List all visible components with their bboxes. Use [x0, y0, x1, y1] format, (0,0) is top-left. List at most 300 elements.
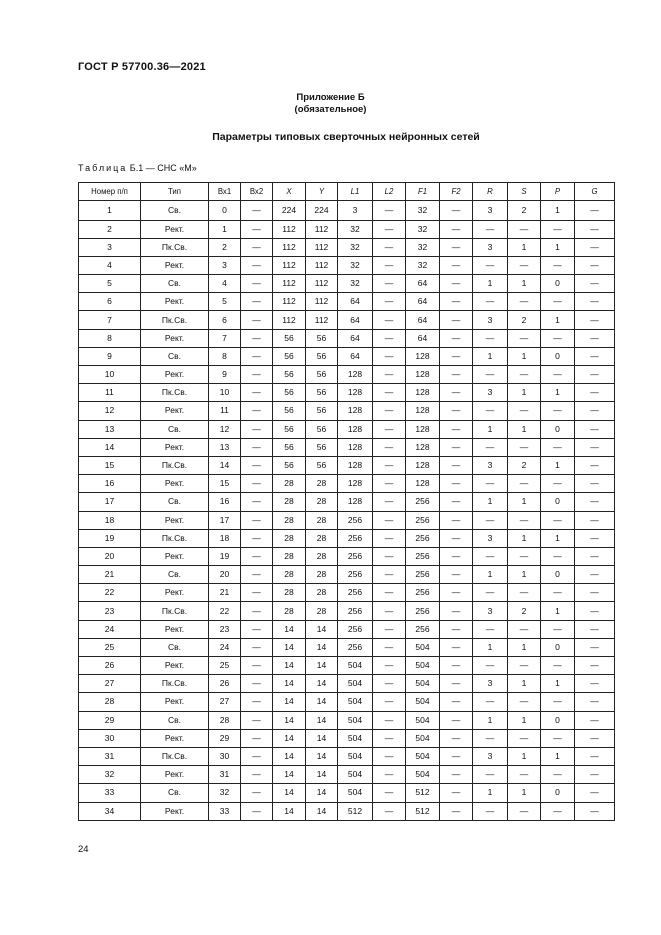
table-cell: 56: [306, 420, 338, 438]
table-cell: 1: [541, 456, 575, 474]
table-cell: —: [508, 620, 541, 638]
table-cell: —: [373, 420, 406, 438]
column-header: R: [473, 183, 508, 201]
page-number: 24: [78, 844, 89, 855]
table-cell: —: [508, 584, 541, 602]
table-cell: —: [373, 220, 406, 238]
table-cell: 256: [338, 547, 373, 565]
table-row: [79, 711, 615, 729]
table-cell: Св.: [141, 711, 209, 729]
table-cell: —: [575, 729, 615, 747]
table-cell: —: [440, 711, 473, 729]
table-cell: Пк.Св.: [141, 675, 209, 693]
table-cell: 0: [541, 275, 575, 293]
table-cell: —: [373, 547, 406, 565]
table-cell: 16: [79, 475, 141, 493]
table-cell: 18: [79, 511, 141, 529]
table-cell: —: [241, 456, 273, 474]
table-cell: Св.: [141, 566, 209, 584]
table-cell: —: [473, 547, 508, 565]
table-row: [79, 802, 615, 820]
table-cell: —: [241, 638, 273, 656]
table-cell: 112: [306, 293, 338, 311]
table-cell: Рект.: [141, 620, 209, 638]
table-cell: 12: [209, 420, 241, 438]
table-cell: —: [473, 729, 508, 747]
table-header-row: [79, 183, 615, 201]
table-cell: —: [473, 766, 508, 784]
table-cell: 56: [306, 456, 338, 474]
table-cell: 128: [338, 456, 373, 474]
table-cell: —: [541, 729, 575, 747]
table-cell: 14: [306, 747, 338, 765]
table-cell: —: [440, 784, 473, 802]
table-cell: —: [541, 220, 575, 238]
table-cell: 128: [406, 456, 440, 474]
table-cell: —: [241, 566, 273, 584]
table-cell: 32: [338, 220, 373, 238]
table-cell: —: [541, 693, 575, 711]
table-cell: 504: [338, 657, 373, 675]
table-cell: —: [473, 220, 508, 238]
table-cell: Св.: [141, 420, 209, 438]
table-cell: —: [373, 620, 406, 638]
table-cell: 14: [79, 438, 141, 456]
table-cell: 30: [79, 729, 141, 747]
table-cell: —: [241, 238, 273, 256]
table-cell: —: [241, 584, 273, 602]
table-cell: —: [440, 638, 473, 656]
table-cell: 28: [273, 584, 306, 602]
table-cell: 21: [209, 584, 241, 602]
table-cell: —: [508, 766, 541, 784]
table-cell: 512: [406, 802, 440, 820]
table-cell: 14: [273, 784, 306, 802]
table-cell: —: [575, 420, 615, 438]
table-cell: —: [575, 657, 615, 675]
table-cell: —: [473, 329, 508, 347]
table-cell: —: [473, 511, 508, 529]
table-cell: 56: [306, 366, 338, 384]
table-cell: Рект.: [141, 547, 209, 565]
table-cell: 28: [306, 493, 338, 511]
table-cell: —: [541, 511, 575, 529]
table-cell: 56: [273, 456, 306, 474]
table-cell: 1: [541, 311, 575, 329]
table-cell: —: [575, 547, 615, 565]
table-cell: 0: [209, 201, 241, 221]
table-cell: 3: [473, 238, 508, 256]
table-cell: 27: [209, 693, 241, 711]
table-cell: 6: [79, 293, 141, 311]
table-cell: —: [508, 802, 541, 820]
table-cell: 14: [273, 620, 306, 638]
table-cell: 8: [209, 347, 241, 365]
table-cell: 504: [338, 784, 373, 802]
table-row: [79, 220, 615, 238]
table-row: [79, 329, 615, 347]
table-cell: —: [473, 256, 508, 274]
table-cell: 28: [209, 711, 241, 729]
table-cell: 112: [306, 311, 338, 329]
table-cell: —: [473, 366, 508, 384]
table-cell: —: [575, 511, 615, 529]
table-cell: —: [241, 511, 273, 529]
table-cell: 504: [406, 693, 440, 711]
table-row: [79, 275, 615, 293]
table-cell: 14: [306, 766, 338, 784]
table-cell: 14: [209, 456, 241, 474]
appendix-title: Приложение Б: [296, 92, 365, 103]
table-cell: 14: [306, 675, 338, 693]
table-cell: —: [541, 402, 575, 420]
table-cell: 32: [406, 220, 440, 238]
table-cell: 112: [306, 256, 338, 274]
table-cell: —: [241, 384, 273, 402]
table-cell: —: [575, 566, 615, 584]
table-cell: Пк.Св.: [141, 529, 209, 547]
table-cell: —: [575, 347, 615, 365]
table-cell: —: [575, 493, 615, 511]
table-cell: 9: [79, 347, 141, 365]
table-cell: 2: [508, 201, 541, 221]
table-cell: 3: [473, 456, 508, 474]
table-cell: 128: [406, 384, 440, 402]
table-row: [79, 402, 615, 420]
table-cell: 1: [508, 420, 541, 438]
table-cell: 112: [273, 293, 306, 311]
table-cell: —: [575, 693, 615, 711]
table-cell: Св.: [141, 275, 209, 293]
table-cell: —: [508, 511, 541, 529]
table-cell: 28: [273, 529, 306, 547]
table-cell: —: [473, 402, 508, 420]
table-cell: Св.: [141, 347, 209, 365]
table-cell: Пк.Св.: [141, 602, 209, 620]
table-cell: 1: [541, 602, 575, 620]
table-row: [79, 201, 615, 221]
table-cell: —: [241, 220, 273, 238]
table-cell: 256: [338, 602, 373, 620]
table-cell: 13: [209, 438, 241, 456]
table-cell: —: [241, 729, 273, 747]
table-cell: —: [508, 220, 541, 238]
table-cell: 3: [473, 675, 508, 693]
table-cell: —: [541, 657, 575, 675]
table-row: [79, 638, 615, 656]
table-cell: 32: [338, 238, 373, 256]
table-cell: —: [440, 275, 473, 293]
table-cell: —: [575, 256, 615, 274]
table-cell: 24: [209, 638, 241, 656]
table-cell: —: [373, 366, 406, 384]
table-cell: Св.: [141, 638, 209, 656]
table-cell: —: [241, 347, 273, 365]
table-cell: 14: [273, 747, 306, 765]
table-cell: —: [440, 675, 473, 693]
table-cell: —: [473, 293, 508, 311]
table-row: [79, 366, 615, 384]
table-cell: —: [575, 275, 615, 293]
table-cell: —: [440, 220, 473, 238]
table-cell: —: [241, 329, 273, 347]
table-cell: 0: [541, 347, 575, 365]
table-cell: Пк.Св.: [141, 311, 209, 329]
table-cell: 2: [508, 456, 541, 474]
table-cell: 28: [306, 566, 338, 584]
table-cell: 56: [273, 366, 306, 384]
table-cell: 256: [338, 529, 373, 547]
table-cell: —: [241, 402, 273, 420]
table-cell: —: [373, 657, 406, 675]
table-cell: —: [575, 238, 615, 256]
table-row: [79, 584, 615, 602]
table-cell: 56: [273, 402, 306, 420]
table-cell: 56: [273, 420, 306, 438]
table-cell: Рект.: [141, 220, 209, 238]
table-cell: —: [575, 293, 615, 311]
table-cell: 22: [79, 584, 141, 602]
table-cell: Пк.Св.: [141, 238, 209, 256]
table-cell: —: [440, 420, 473, 438]
table-cell: 256: [406, 620, 440, 638]
table-cell: 64: [338, 329, 373, 347]
table-cell: —: [541, 584, 575, 602]
table-cell: 112: [273, 311, 306, 329]
table-cell: —: [241, 438, 273, 456]
table-cell: Рект.: [141, 584, 209, 602]
table-cell: —: [373, 275, 406, 293]
table-cell: —: [373, 566, 406, 584]
table-cell: 1: [473, 784, 508, 802]
table-cell: 28: [273, 547, 306, 565]
table-cell: 112: [306, 220, 338, 238]
table-cell: 64: [406, 293, 440, 311]
table-cell: Св.: [141, 201, 209, 221]
table-cell: 512: [406, 784, 440, 802]
table-cell: —: [440, 802, 473, 820]
table-cell: 29: [79, 711, 141, 729]
table-cell: —: [541, 293, 575, 311]
document-code: ГОСТ Р 57700.36—2021: [78, 61, 206, 73]
table-cell: —: [440, 347, 473, 365]
table-cell: 1: [508, 747, 541, 765]
table-cell: —: [541, 438, 575, 456]
table-cell: —: [440, 311, 473, 329]
table-cell: 21: [79, 566, 141, 584]
table-cell: —: [373, 747, 406, 765]
table-cell: 19: [209, 547, 241, 565]
table-cell: 128: [338, 384, 373, 402]
column-header: S: [508, 183, 541, 201]
table-cell: 504: [338, 675, 373, 693]
table-cell: 256: [406, 602, 440, 620]
table-cell: 2: [209, 238, 241, 256]
table-row: [79, 675, 615, 693]
table-cell: 64: [338, 311, 373, 329]
table-cell: 14: [273, 657, 306, 675]
table-cell: —: [373, 693, 406, 711]
table-cell: —: [508, 293, 541, 311]
parameters-table: [78, 182, 615, 821]
table-cell: —: [241, 275, 273, 293]
table-cell: —: [440, 238, 473, 256]
table-cell: —: [575, 784, 615, 802]
table-cell: —: [241, 293, 273, 311]
table-cell: 0: [541, 711, 575, 729]
table-cell: 1: [473, 420, 508, 438]
table-cell: —: [241, 784, 273, 802]
table-cell: 14: [273, 729, 306, 747]
table-cell: 2: [508, 602, 541, 620]
table-cell: 28: [306, 529, 338, 547]
table-cell: 256: [338, 584, 373, 602]
table-cell: Рект.: [141, 329, 209, 347]
table-cell: 1: [473, 275, 508, 293]
table-cell: 32: [406, 256, 440, 274]
table-cell: 504: [406, 766, 440, 784]
table-cell: —: [373, 729, 406, 747]
table-row: [79, 293, 615, 311]
table-cell: —: [373, 475, 406, 493]
table-cell: —: [440, 657, 473, 675]
table-cell: —: [440, 384, 473, 402]
table-cell: 256: [406, 493, 440, 511]
table-cell: —: [541, 366, 575, 384]
table-cell: 128: [338, 420, 373, 438]
table-row: [79, 747, 615, 765]
table-cell: 0: [541, 493, 575, 511]
table-cell: —: [508, 256, 541, 274]
table-cell: —: [440, 475, 473, 493]
table-cell: 504: [338, 766, 373, 784]
table-cell: 1: [508, 784, 541, 802]
table-cell: 128: [406, 402, 440, 420]
table-cell: —: [440, 402, 473, 420]
table-cell: 2: [79, 220, 141, 238]
table-cell: 128: [338, 366, 373, 384]
table-cell: 14: [273, 711, 306, 729]
table-cell: 112: [273, 220, 306, 238]
column-header: F1: [406, 183, 440, 201]
table-cell: 23: [79, 602, 141, 620]
table-cell: —: [541, 766, 575, 784]
table-cell: 56: [273, 329, 306, 347]
table-cell: 13: [79, 420, 141, 438]
table-cell: 1: [508, 529, 541, 547]
table-cell: Пк.Св.: [141, 747, 209, 765]
table-cell: 112: [306, 275, 338, 293]
table-cell: —: [541, 547, 575, 565]
table-cell: 1: [541, 747, 575, 765]
column-header: P: [541, 183, 575, 201]
table-cell: —: [373, 311, 406, 329]
table-cell: —: [508, 693, 541, 711]
table-cell: Рект.: [141, 657, 209, 675]
table-cell: 14: [306, 657, 338, 675]
table-cell: 28: [306, 547, 338, 565]
table-cell: —: [373, 438, 406, 456]
table-cell: Рект.: [141, 256, 209, 274]
column-header: F2: [440, 183, 473, 201]
table-cell: 24: [79, 620, 141, 638]
table-cell: 1: [473, 566, 508, 584]
table-cell: —: [575, 475, 615, 493]
table-cell: —: [440, 747, 473, 765]
column-header: Вх1: [209, 183, 241, 201]
table-cell: 17: [209, 511, 241, 529]
table-cell: 14: [273, 675, 306, 693]
table-cell: —: [373, 293, 406, 311]
table-cell: 504: [406, 638, 440, 656]
table-cell: 1: [79, 201, 141, 221]
table-cell: 3: [473, 529, 508, 547]
table-cell: —: [541, 802, 575, 820]
table-cell: 504: [406, 747, 440, 765]
table-cell: —: [373, 711, 406, 729]
table-cell: 3: [473, 384, 508, 402]
table-cell: 128: [338, 493, 373, 511]
table-cell: —: [373, 784, 406, 802]
table-cell: 28: [306, 511, 338, 529]
table-row: [79, 602, 615, 620]
table-cell: —: [373, 493, 406, 511]
table-cell: —: [575, 402, 615, 420]
table-row: [79, 547, 615, 565]
table-cell: 56: [306, 438, 338, 456]
table-cell: —: [373, 347, 406, 365]
table-cell: —: [473, 657, 508, 675]
table-cell: 20: [209, 566, 241, 584]
table-cell: 128: [338, 475, 373, 493]
table-cell: —: [440, 602, 473, 620]
table-cell: —: [373, 456, 406, 474]
table-cell: 14: [273, 802, 306, 820]
table-cell: —: [440, 547, 473, 565]
table-cell: 3: [473, 747, 508, 765]
table-cell: —: [508, 657, 541, 675]
table-cell: 33: [79, 784, 141, 802]
table-cell: —: [575, 766, 615, 784]
table-cell: 25: [209, 657, 241, 675]
table-cell: 56: [306, 347, 338, 365]
table-row: [79, 657, 615, 675]
table-row: [79, 766, 615, 784]
table-row: [79, 566, 615, 584]
table-cell: —: [373, 329, 406, 347]
table-cell: —: [373, 201, 406, 221]
table-cell: —: [541, 620, 575, 638]
table-cell: —: [241, 602, 273, 620]
table-cell: —: [473, 475, 508, 493]
table-cell: 1: [508, 238, 541, 256]
table-row: [79, 456, 615, 474]
table-cell: —: [241, 529, 273, 547]
table-cell: 1: [541, 675, 575, 693]
table-cell: 32: [209, 784, 241, 802]
table-cell: —: [241, 201, 273, 221]
table-cell: Рект.: [141, 729, 209, 747]
table-cell: 3: [79, 238, 141, 256]
table-cell: 3: [338, 201, 373, 221]
table-cell: —: [241, 693, 273, 711]
table-cell: 34: [79, 802, 141, 820]
table-cell: —: [575, 384, 615, 402]
table-cell: 112: [273, 275, 306, 293]
table-cell: 4: [209, 275, 241, 293]
table-cell: —: [241, 475, 273, 493]
table-cell: —: [241, 657, 273, 675]
